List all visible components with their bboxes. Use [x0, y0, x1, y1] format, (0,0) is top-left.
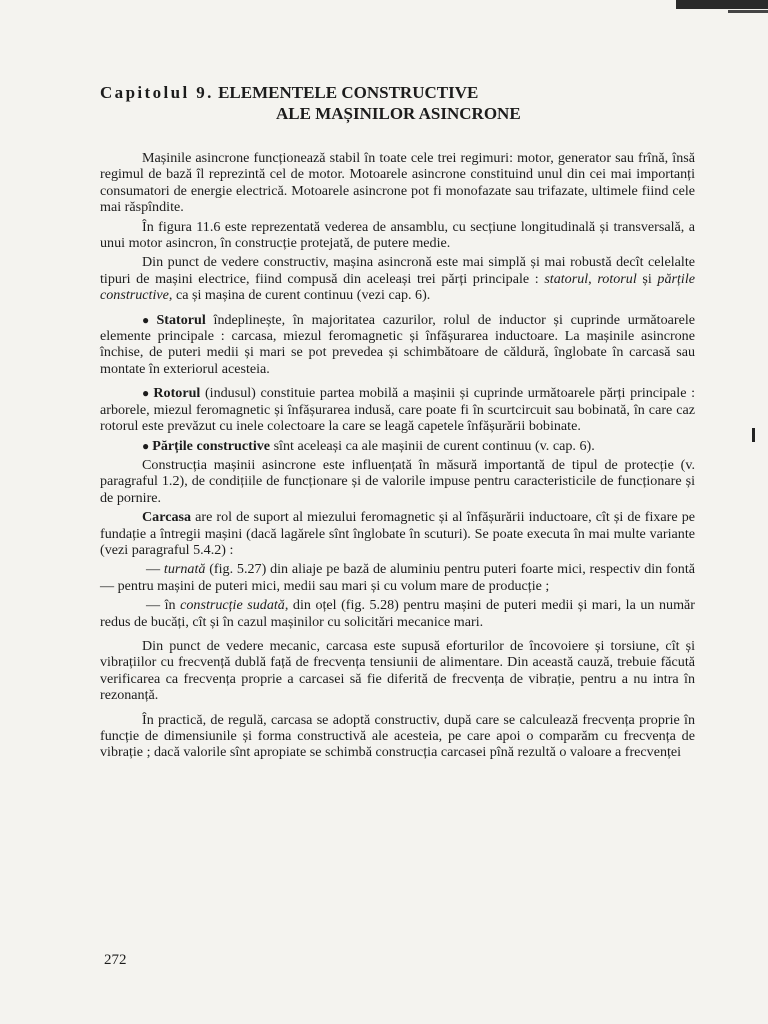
paragraph-figure: În figura 11.6 este reprezentată vederea de ansamblu, cu secțiune longitudinală și transversală, a unui motor asincron, în construcție protejată, de putere medie.: [100, 218, 695, 252]
scan-edge-mark-2: [728, 10, 768, 13]
bullet-icon: ●: [142, 386, 151, 401]
page-body: [100, 150, 695, 764]
paragraph-rotor: ● Rotorul (indusul) constituie partea mobilă a mașinii și cuprinde următoarele părți principale : arborele, miezul feromagnetic și înfășurarea indusă, care poate fi în scurtcircuit sau bobinată, în care caz rotorul este prevăzut cu inele colectoare la care se leagă capetele înfășurării bobinate.: [100, 385, 695, 435]
paragraph-parts: ● Părțile constructive sînt aceleași ca ale mașinii de curent continuu (v. cap. 6).: [142, 437, 595, 454]
paragraph-constructive: Din punct de vedere constructiv, mașina asincronă este mai simplă și mai robustă decît celelalte tipuri de mașini electrice, fiind compusă din aceleași trei părți principale : statorul, rotorul și părțile constructive, ca și mașina de curent continuu (vezi cap. 6).: [100, 254, 695, 304]
term-cast: turnată: [163, 561, 206, 578]
chapter-title-line-2: ALE MAȘINILOR ASINCRONE: [276, 104, 521, 123]
term-parts: părțile constructive: [100, 270, 695, 304]
heading-parts: Părțile constructive: [152, 437, 271, 454]
heading-stator: Statorul: [156, 311, 206, 328]
term-rotor: rotorul: [597, 270, 637, 287]
paragraph-construction: Construcția mașinii asincrone este influențată în măsură importantă de tipul de protecție (v. paragraful 1.2), de condițiile de funcționare și de valorile impuse pentru caracteristicile de funcționare și de pornire.: [100, 456, 695, 506]
page-number: 272: [104, 952, 127, 968]
chapter-title: [100, 82, 700, 124]
heading-rotor: Rotorul: [153, 385, 201, 402]
scan-edge-mark: [676, 0, 768, 9]
bullet-icon: ●: [142, 438, 150, 453]
list-item-welded: — în construcție sudată, din oțel (fig. 5.28) pentru mașini de puteri medii și mari, la un număr redus de bucăți, cît și în cazul mașinilor cu solicitări mecanice mari.: [100, 597, 695, 630]
term-stator: statorul: [544, 270, 589, 287]
chapter-title-line-1: ELEMENTELE CONSTRUCTIVE: [218, 83, 479, 102]
bullet-icon: ●: [142, 312, 154, 327]
chapter-label: Capitolul 9.: [100, 83, 214, 102]
margin-mark: [752, 428, 755, 442]
heading-carcasa: Carcasa: [142, 509, 192, 526]
paragraph-mechanical: Din punct de vedere mecanic, carcasa este supusă eforturilor de încovoiere și torsiune, cît și vibrațiilor cu frecvență dublă față de frecvența tensiunii de alimentare. Din această cauză, trebuie făcută verificarea ca frecvența proprie a carcasei să fie diferită de frecvența de vibrație, pentru a nu intra în rezonanță.: [100, 637, 695, 704]
paragraph-carcasa: Carcasa are rol de suport al miezului feromagnetic și al înfășurării inductoare, cît și de fixare pe fundație a întregii mașini (dacă lagărele sînt înglobate în scuturi). Se poate executa în mai multe variante (vezi paragraful 5.4.2) :: [100, 509, 695, 558]
paragraph-stator: ● Statorul îndeplinește, în majoritatea cazurilor, rolul de inductor și cuprinde următoarele elemente principale : carcasa, miezul feromagnetic și înfășurarea inductoare. La mașinile asincrone închise, de puteri medii și mari se pot prevedea și schimbătoare de căldură, înglobate în carcasă sau montate în exteriorul acesteia.: [100, 311, 696, 377]
list-item-cast: — turnată (fig. 5.27) din aliaje pe bază de aluminiu pentru puteri foarte mici, respectiv din fontă — pentru mașini de puteri mici, medii sau mari și cu volum mare de producție ;: [100, 561, 695, 594]
paragraph-intro: Mașinile asincrone funcționează stabil în toate cele trei regimuri: motor, generator sau frînă, însă regimul de bază îl reprezintă cel de motor. Motoarele asincrone constituind unul din cei mai importanți consumatori de energie electrică. Motoarele asincrone pot fi monofazate sau trifazate, ultimele fiind cele mai răspîndite.: [100, 150, 695, 216]
paragraph-practice: În practică, de regulă, carcasa se adoptă constructiv, după care se calculează frecvența proprie în funcție de dimensiunile și forma constructivă ale acesteia, pe care apoi o comparăm cu frecvența de vibrație ; dacă valorile sînt apropiate se schimbă construcția carcasei pînă rezultă o valoare a frecvenței: [100, 711, 695, 761]
term-welded: construcție sudată: [180, 597, 285, 614]
